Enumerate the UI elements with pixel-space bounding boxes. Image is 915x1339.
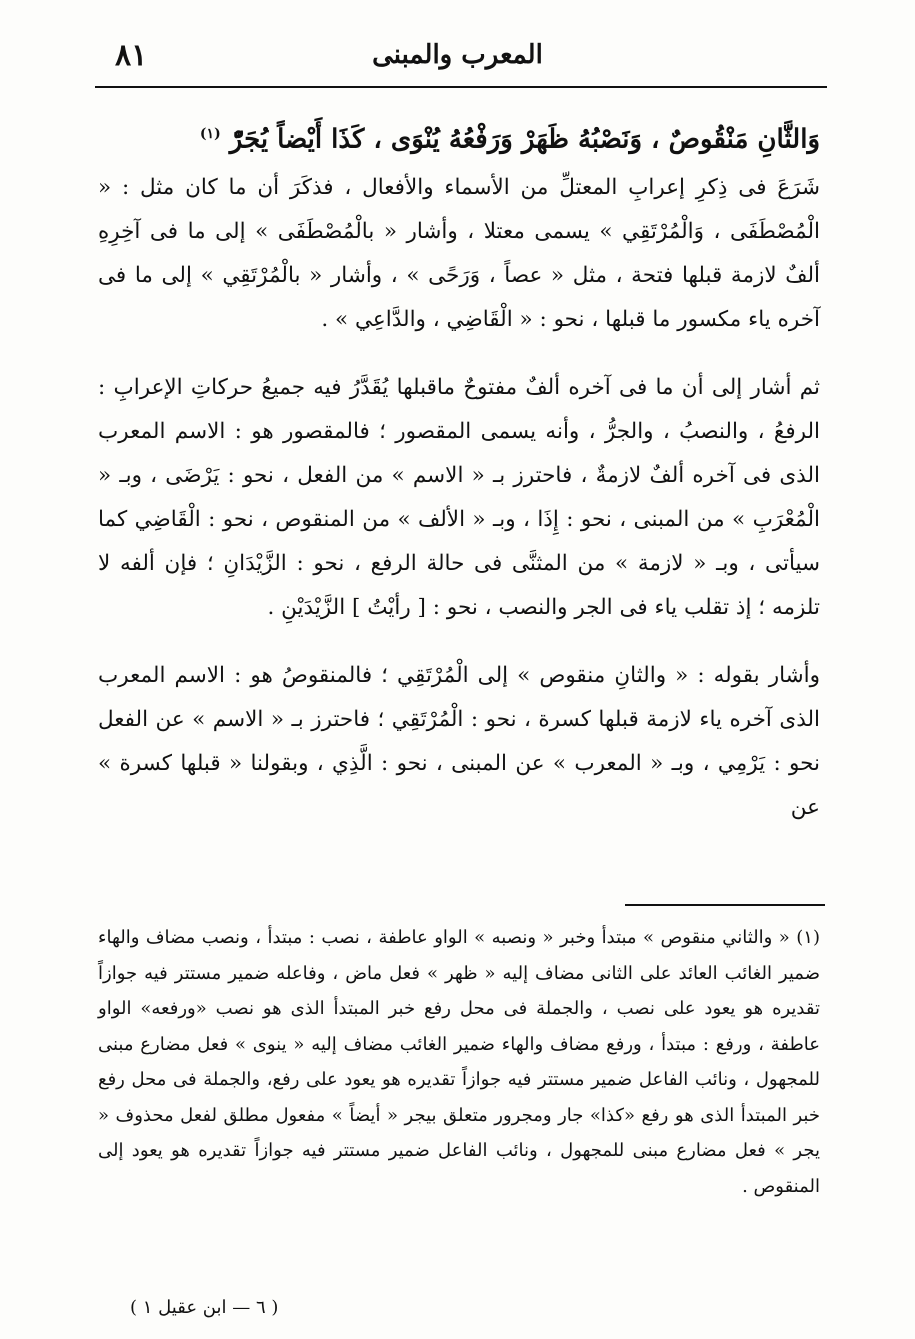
page-header [95, 30, 820, 82]
footnote-marker: (١) [199, 126, 221, 142]
commentary-paragraph: وأشار بقوله : « والثانِ منقوص » إلى الْمُرْتَقِي ؛ فالمنقوصُ هو : الاسم المعرب الذى آخره ياء لازمة قبلها كسرة ، نحو : الْمُرْتَقِي ؛ فاحترز بـ « الاسم » عن الفعل نحو : يَرْمِي ، وبـ « المعرب » عن المبنى ، نحو : الَّذِي ، وبقولنا « قبلها كسرة » عن [98, 662, 820, 820]
poem-verse [98, 108, 820, 166]
main-text [98, 100, 820, 830]
commentary-paragraph: شَرَعَ فى ذِكرِ إعرابِ المعتلِّ من الأسماء والأفعال ، فذكَرَ أن ما كان مثل : « الْمُصْطَفَى ، وَالْمُرْتَقِي » يسمى معتلا ، وأشار « بالْمُصْطَفَى » إلى ما فى آخِرِهِ ألفٌ لازمة قبلها فتحة ، مثل « عصاً ، وَرَحًى » ، وأشار « بالْمُرْتَقِي » إلى ما فى آخره ياء مكسور ما قبلها ، نحو : « الْقَاضِي ، والدَّاعِي » . [98, 174, 820, 332]
commentary-paragraph: ثم أشار إلى أن ما فى آخره ألفٌ مفتوحٌ ماقبلها يُقَدَّرُ فيه جميعُ حركاتِ الإعرابِ : الرفعُ ، والنصبُ ، والجرُّ ، وأنه يسمى المقصور ؛ فالمقصور هو : الاسم المعرب الذى فى آخره ألفٌ لازمةٌ ، فاحترز بـ « الاسم » من الفعل ، نحو : يَرْضَى ، وبـ « الْمُعْرَبِ » من المبنى ، نحو : إِذَا ، وبـ « الألف » من المنقوص ، نحو : الْقَاضِي كما سيأتى ، وبـ « لازمة » من المثنَّى فى حالة الرفع ، نحو : الزَّيْدَانِ ؛ فإن ألفه لا تلزمه ؛ إذ تقلب ياء فى الجر والنصب ، نحو : [ رأيْتُ ] الزَّيْدَيْنِ . [98, 374, 820, 620]
page-number: ٨١ [115, 38, 148, 73]
footnote: (١) « والثاني منقوص » مبتدأ وخبر « ونصبه » الواو عاطفة ، نصب : مبتدأ ، ونصب مضاف والهاء ضمير الغائب العائد على الثانى مضاف إليه « ظهر » فعل ماض ، وفاعله ضمير مستتر فيه جوازاً تقديره هو يعود على نصب ، والجملة فى محل رفع خبر المبتدأ الذى هو نصب «ورفعه» الواو عاطفة ، ورفع : مبتدأ ، ورفع مضاف والهاء ضمير الغائب مضاف إليه « ينوى » فعل مضارع مبنى للمجهول ، ونائب الفاعل ضمير مستتر فيه جوازاً تقديره هو يعود على رفع، والجملة فى محل رفع خبر المبتدأ الذى هو رفع «كذا» جار ومجرور متعلق بيجر « أيضاً » مفعول مطلق لفعل محذوف « يجر » فعل مضارع مبنى للمجهول ، ونائب الفاعل ضمير مستتر فيه جوازاً تقديره هو يعود إلى المنقوص . [98, 927, 820, 1197]
verse-text: وَالثَّانِ مَنْقُوصٌ ، وَنَصْبُهُ ظَهَرْ وَرَفْعُهُ يُنْوَى ، كَذَا أَيْضاً يُجَرّْ [229, 124, 820, 155]
footnote-rule [625, 904, 825, 906]
running-title: المعرب والمبنى [372, 40, 543, 70]
signature-mark: ( ٦ — ابن عقيل ١ ) [130, 1297, 279, 1318]
header-rule [95, 86, 827, 88]
